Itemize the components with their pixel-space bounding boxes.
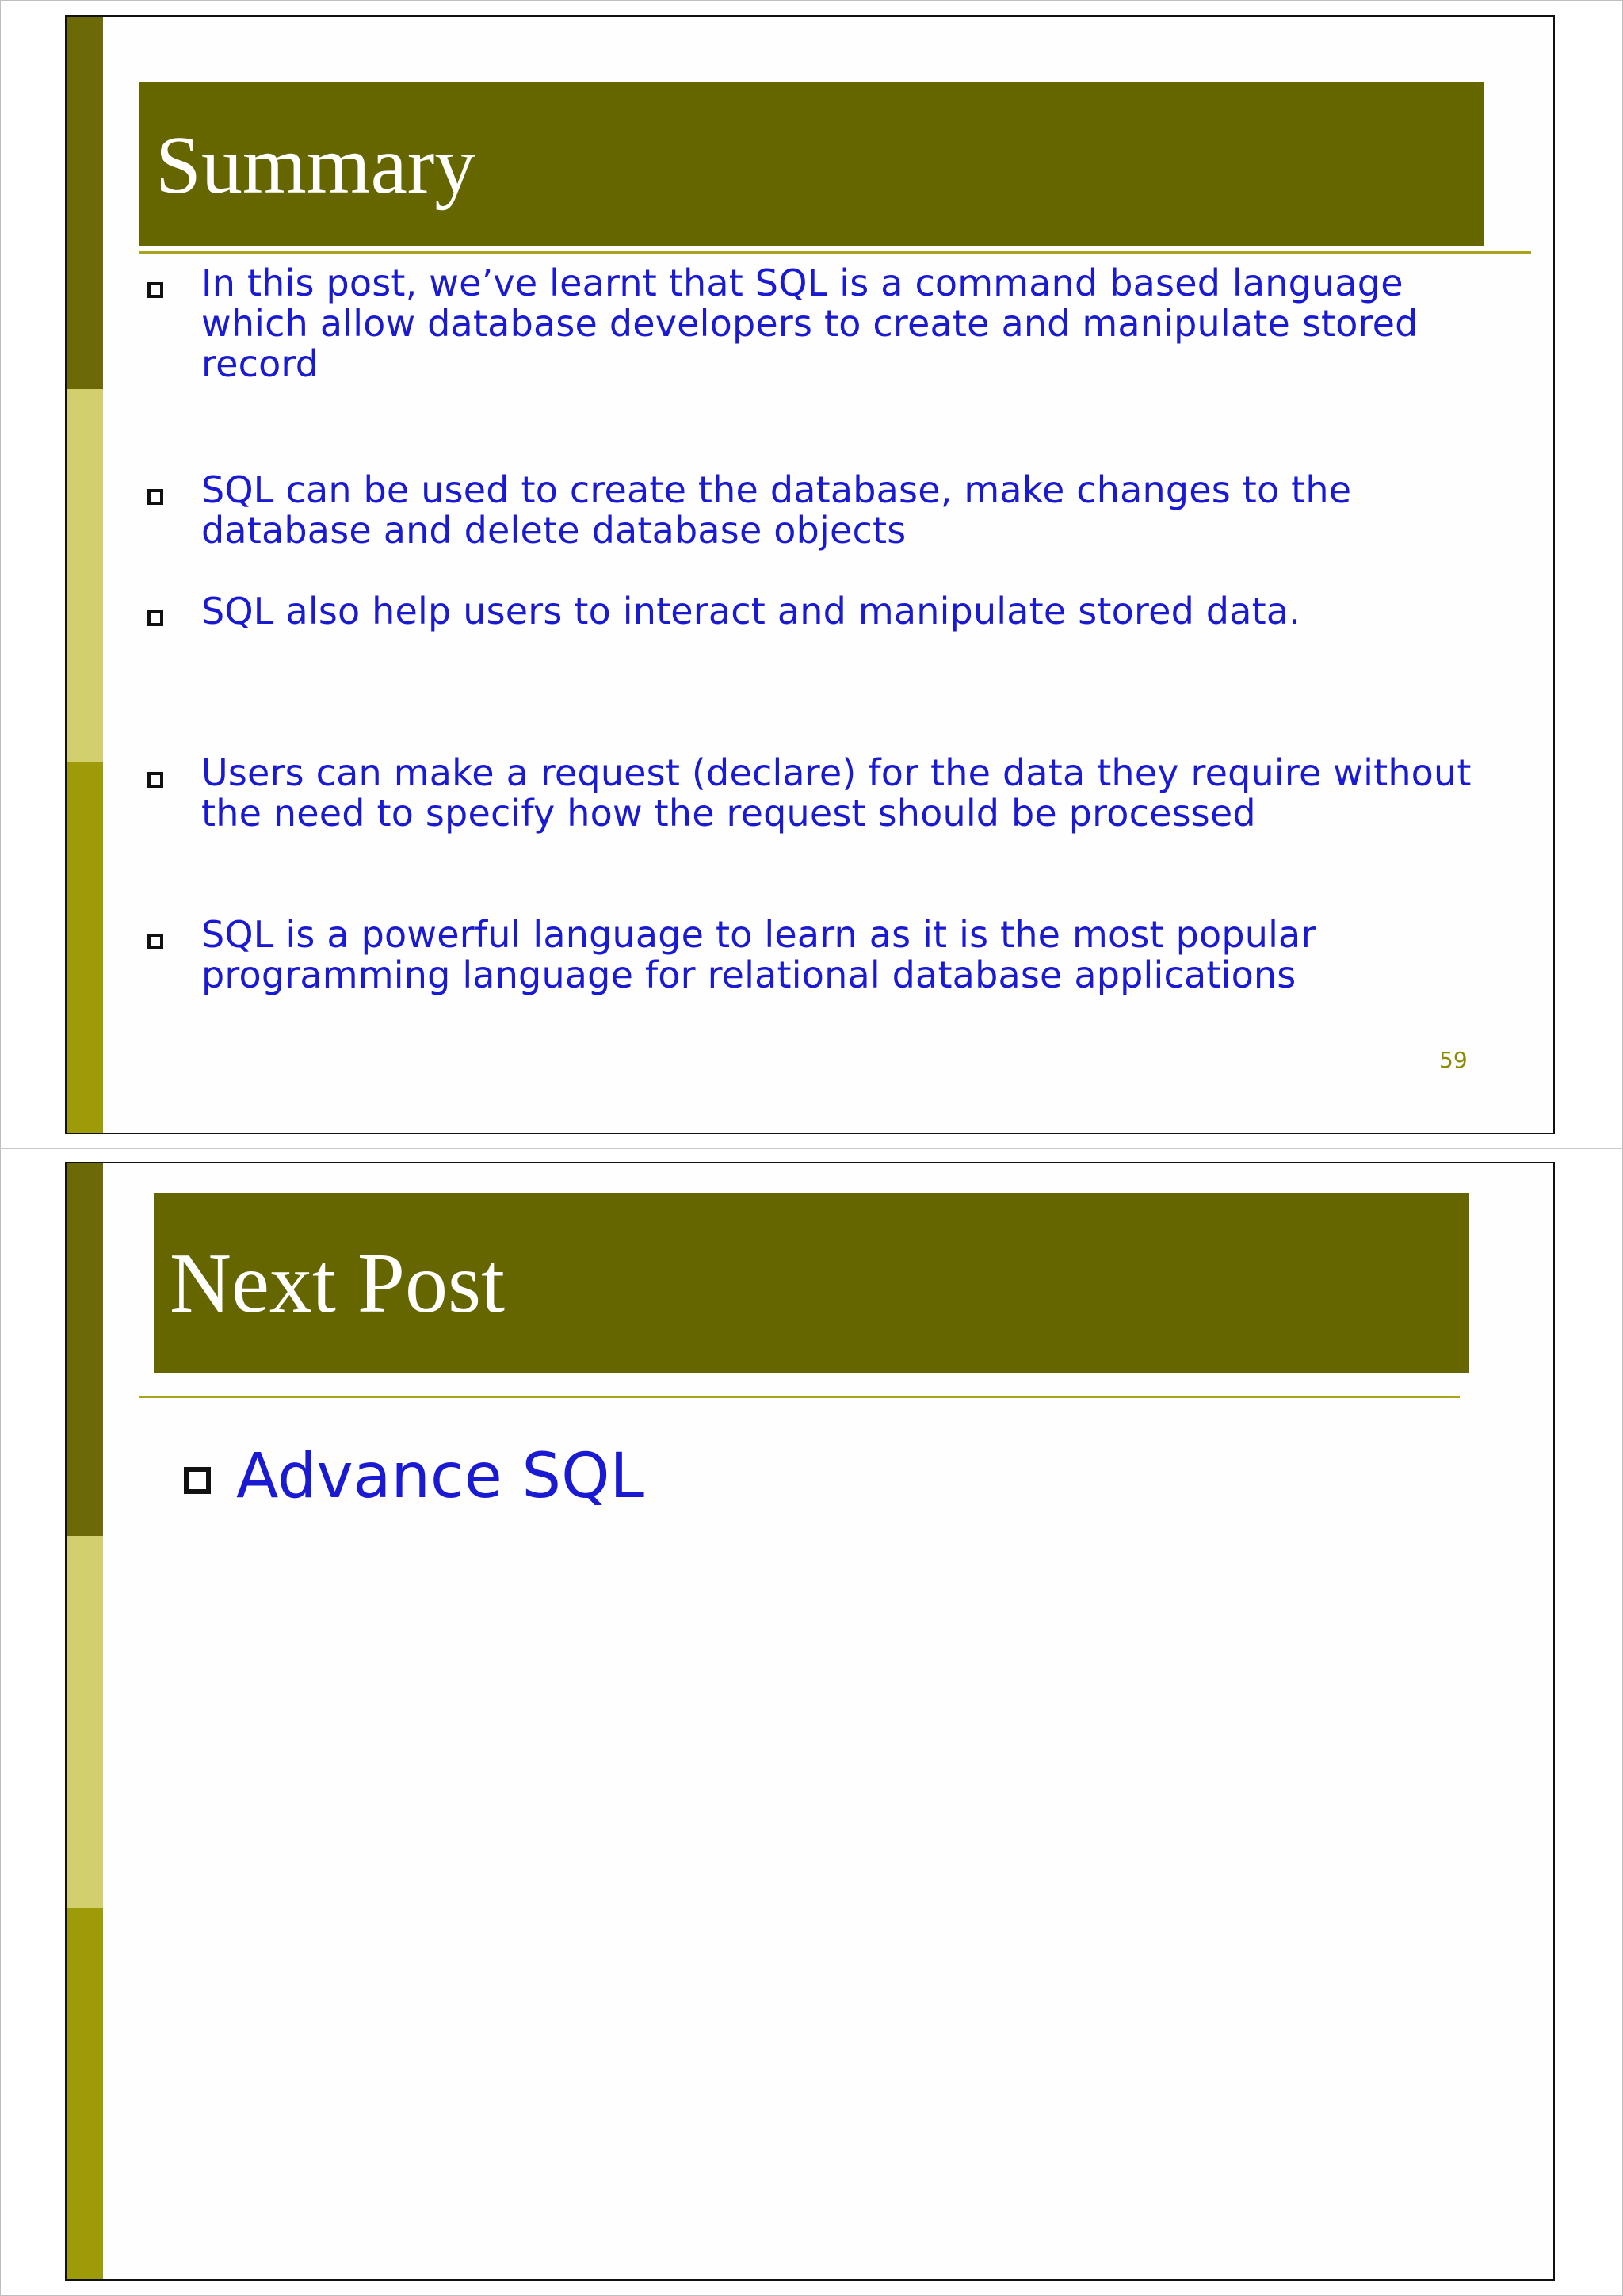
bullet-text: SQL also help users to interact and manipulate stored data. (201, 590, 1301, 632)
title-rule (139, 1396, 1460, 1398)
hollow-square-bullet-icon (147, 489, 163, 505)
strip-segment-dark (67, 17, 103, 389)
hollow-square-bullet-icon (184, 1467, 211, 1494)
strip-segment-olive (67, 1908, 103, 2281)
title-bar (154, 1193, 1469, 1373)
slide-summary (65, 15, 1555, 1134)
hollow-square-bullet-icon (147, 610, 163, 626)
title-bar (139, 82, 1484, 246)
bullet-text: SQL is a powerful language to learn as it is the most popular programming language for relational database applications (201, 913, 1316, 996)
title-rule (139, 251, 1531, 254)
slide-title: Summary (155, 120, 476, 211)
side-strip (67, 1163, 103, 2279)
page-divider (0, 1148, 1623, 1149)
bullet-text: Advance SQL (236, 1441, 644, 1512)
hollow-square-bullet-icon (147, 934, 163, 949)
bullet-text: SQL can be used to create the database, make changes to the database and delete database objects (201, 468, 1352, 552)
strip-segment-light (67, 1536, 103, 1908)
side-strip (67, 17, 103, 1133)
bullet-text: In this post, we’ve learnt that SQL is a command based language which allow database developers to create and manipulate stored record (201, 262, 1419, 385)
hollow-square-bullet-icon (147, 282, 163, 298)
strip-segment-dark (67, 1163, 103, 1536)
strip-segment-light (67, 389, 103, 762)
bullet-text: Users can make a request (declare) for the data they require without the need to specify how the request should be processed (201, 751, 1472, 835)
hollow-square-bullet-icon (147, 772, 163, 788)
slide-title: Next Post (170, 1236, 506, 1331)
slide-next-post (65, 1162, 1555, 2281)
strip-segment-olive (67, 762, 103, 1134)
page-number: 59 (1439, 1047, 1468, 1073)
